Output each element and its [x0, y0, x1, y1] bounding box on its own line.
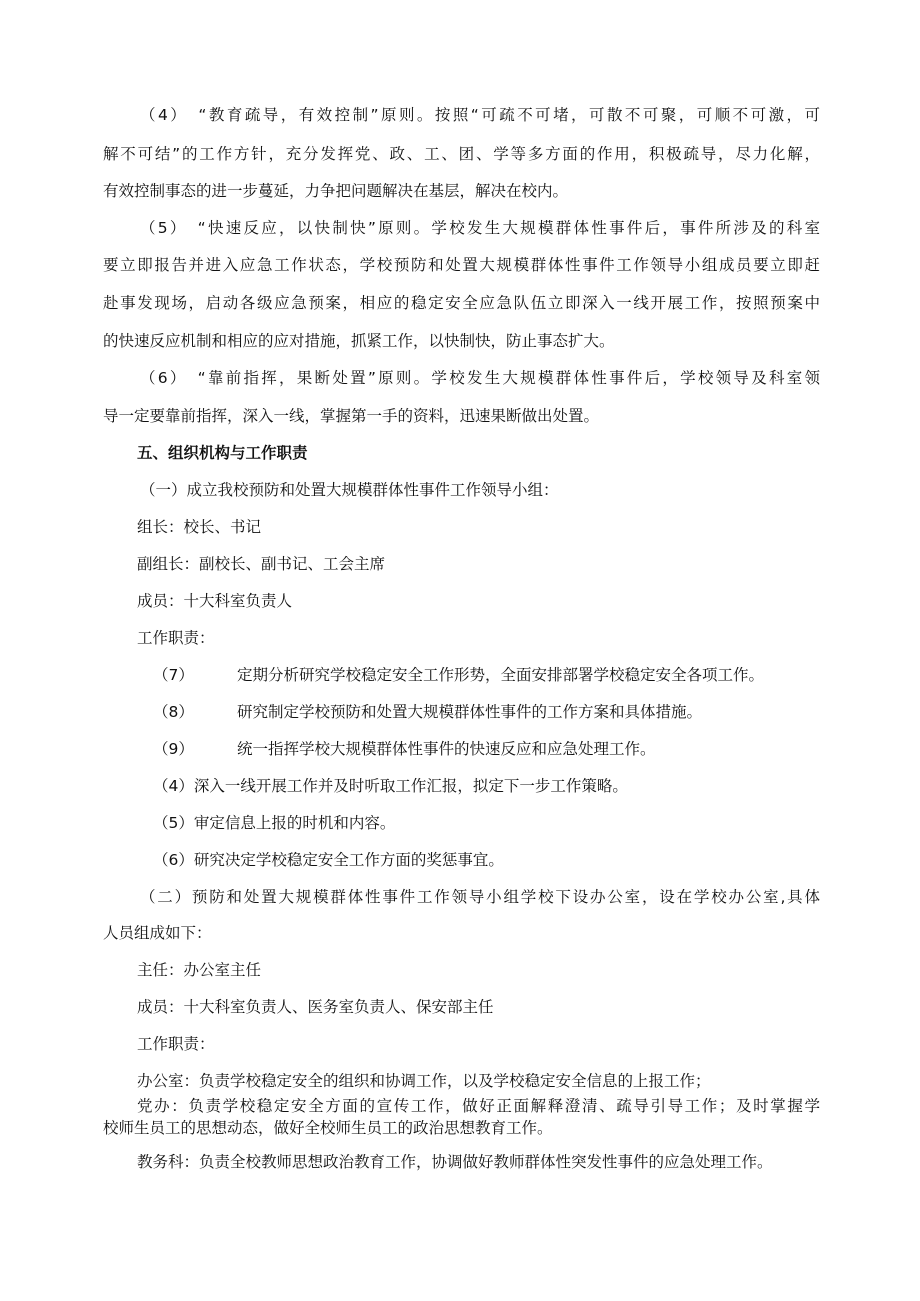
para-5-line-4: 的快速反应机制和相应的应对措施，抓紧工作，以快制快，防止事态扩大。	[103, 332, 615, 350]
para-4-line-2: 解不可结”的工作方针，充分发挥党、政、工、团、学等多方面的作用，积极疏导，尽力化解，	[103, 145, 820, 163]
section-heading-5: 五、组织机构与工作职责	[137, 444, 308, 462]
duty-item-6: （6）研究决定学校稳定安全工作方面的奖惩事宜。	[153, 851, 504, 869]
party-office-line-1: 党办：负责学校稳定安全方面的宣传工作，做好正面解释澄清、疏导引导工作；及时掌握学	[137, 1097, 820, 1115]
duty-item-4: （4）深入一线开展工作并及时听取工作汇报，拟定下一步工作策略。	[153, 777, 628, 795]
para-4-line-3: 有效控制事态的进一步蔓延，力争把问题解决在基层，解决在校内。	[103, 182, 569, 200]
party-office-line-2: 校师生员工的思想动态，做好全校师生员工的政治思想教育工作。	[103, 1119, 553, 1137]
duty-number-8: （8）	[153, 703, 194, 721]
subsection-2-line-2: 人员组成如下：	[103, 924, 212, 942]
para-4-line-1: （4） “教育疏导，有效控制”原则。按照“可疏不可堵，可散不可聚，可顺不可激，可	[140, 106, 820, 124]
duty-text-9: 统一指挥学校大规模群体性事件的快速反应和应急处理工作。	[237, 740, 656, 758]
office-duty-line: 办公室：负责学校稳定安全的组织和协调工作，以及学校稳定安全信息的上报工作；	[137, 1072, 711, 1090]
duty-item-5: （5）审定信息上报的时机和内容。	[153, 814, 396, 832]
para-5-line-3: 赴事发现场，启动各级应急预案，相应的稳定安全应急队伍立即深入一线开展工作，按照预案中	[103, 294, 820, 312]
deputy-leader-line: 副组长：副校长、副书记、工会主席	[137, 555, 386, 573]
duty-text-8: 研究制定学校预防和处置大规模群体性事件的工作方案和具体措施。	[237, 703, 703, 721]
duty-text-7: 定期分析研究学校稳定安全工作形势，全面安排部署学校稳定安全各项工作。	[237, 666, 765, 684]
duty-number-9: （9）	[153, 740, 194, 758]
para-6-line-1: （6） “靠前指挥，果断处置”原则。学校发生大规模群体性事件后，学校领导及科室领	[140, 369, 820, 387]
leader-line: 组长：校长、书记	[137, 518, 262, 536]
director-line: 主任：办公室主任	[137, 961, 262, 979]
office-members-line: 成员：十大科室负责人、医务室负责人、保安部主任	[137, 998, 494, 1016]
para-6-line-2: 导一定要靠前指挥，深入一线，掌握第一手的资料，迅速果断做出处置。	[103, 407, 600, 425]
academic-affairs-line: 教务科：负责全校教师思想政治教育工作，协调做好教师群体性突发性事件的应急处理工作。	[137, 1153, 773, 1171]
para-5-line-2: 要立即报告并进入应急工作状态，学校预防和处置大规模群体性事件工作领导小组成员要立即赶	[103, 256, 820, 274]
para-5-line-1: （5） “快速反应，以快制快”原则。学校发生大规模群体性事件后，事件所涉及的科室	[140, 219, 820, 237]
duty-number-7: （7）	[153, 666, 194, 684]
subsection-1-title: （一）成立我校预防和处置大规模群体性事件工作领导小组：	[140, 481, 559, 499]
subsection-2-line-1: （二）预防和处置大规模群体性事件工作领导小组学校下设办公室，设在学校办公室,具体	[140, 888, 820, 906]
duties-label-1: 工作职责：	[137, 629, 215, 647]
duties-label-2: 工作职责：	[137, 1035, 215, 1053]
members-line: 成员：十大科室负责人	[137, 592, 293, 610]
